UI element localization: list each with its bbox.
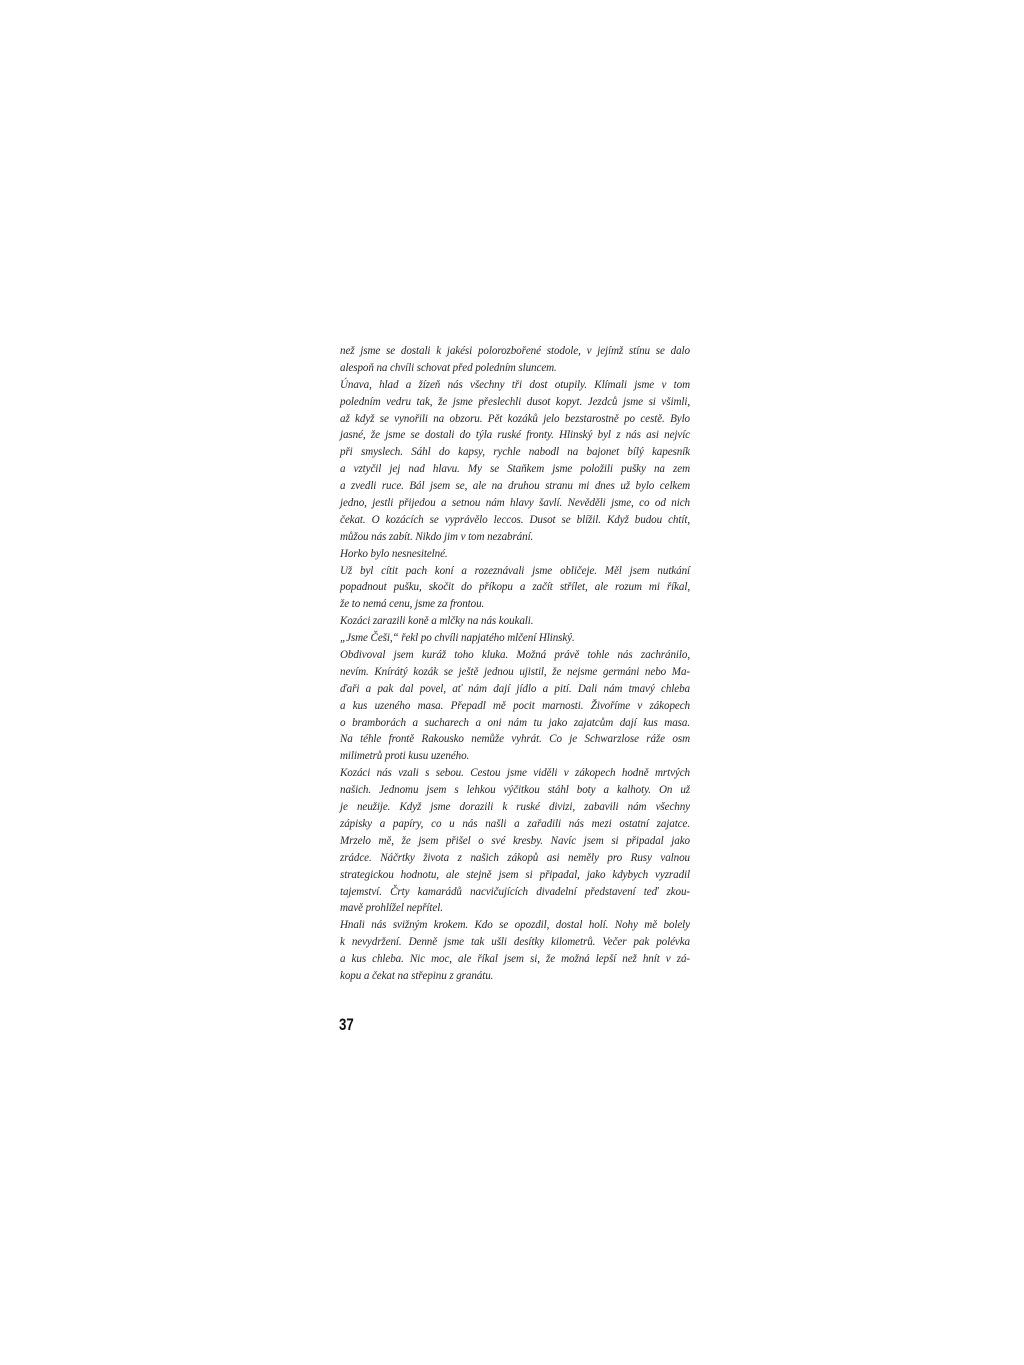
text-line: při smyslech. Sáhl do kapsy, rychle nabodl na bajonet bílý kapesník <box>340 446 690 459</box>
text-line: než jsme se dostali k jakési polorozbořené stodole, v jejímž stínu se dalo <box>340 345 690 357</box>
text-line: Horko bylo nesnesitelné. <box>340 547 448 560</box>
text-line: kopu a čekat na střepinu z granátu. <box>340 969 494 982</box>
text-line: a kus uzeného masa. Přepadl mě pocit marnosti. Živoříme v zákopech <box>340 699 690 712</box>
text-line: Obdivoval jsem kuráž toho kluka. Možná právě tohle nás zachránilo, <box>340 649 690 662</box>
text-line: Hnali nás svižným krokem. Kdo se opozdil, dostal holí. Nohy mě bolely <box>340 919 690 932</box>
text-line: alespoň na chvíli schovat před poledním sluncem. <box>340 361 557 374</box>
page-number: 37 <box>339 1015 354 1034</box>
text-line: a zvedli ruce. Bál jsem se, ale na druhou stranu mi dnes už bylo celkem <box>340 480 690 493</box>
text-line: Kozáci zarazili koně a mlčky na nás koukali. <box>340 615 534 628</box>
text-line: je neužije. Když jsme dorazili k ruské divizi, zabavili nám všechny <box>340 801 690 814</box>
text-line: poledním vedru tak, že jsme přeslechli dusot kopyt. Jezdců jsme si všimli, <box>340 395 690 408</box>
text-line: našich. Jednomu jsem s lehkou výčitkou stáhl boty a kalhoty. On už <box>340 784 690 797</box>
text-line: jedno, jestli přijedou a setnou nám hlavy šavlí. Nevěděli jsme, co od nich <box>340 497 690 510</box>
text-line: zápisky a papíry, co u nás našli a zařadili nás mezi ostatní zajatce. <box>340 817 690 830</box>
text-line: čekat. O kozácích se vyprávělo leccos. Dusot se blížil. Když budou chtít, <box>340 513 690 526</box>
text-line: Kozáci nás vzali s sebou. Cestou jsme viděli v zákopech hodně mrtvých <box>340 767 690 780</box>
text-line: až když se vynořili na obzoru. Pět kozáků jelo bezstarostně po cestě. Bylo <box>340 412 690 425</box>
text-line: milimetrů proti kusu uzeného. <box>340 750 470 763</box>
text-line: popadnout pušku, skočit do příkopu a začít střílet, ale rozum mi říkal, <box>340 581 690 594</box>
text-line: k nevydržení. Denně jsme tak ušli desítky kilometrů. Večer pak polévka <box>340 936 690 949</box>
text-line: že to nemá cenu, jsme za frontou. <box>340 598 485 611</box>
text-line: Na téhle frontě Rakousko nemůže vyhrát. Co je Schwarzlose ráže osm <box>340 733 690 746</box>
text-line: a vztyčil jej nad hlavu. My se Staňkem jsme položili pušky na zem <box>340 463 690 476</box>
text-line: a kus chleba. Nic moc, ale říkal jsem si, že možná lepší než hnít v zá- <box>340 953 690 966</box>
text-line: Mrzelo mě, že jsem přišel o své kresby. Navíc jsem si připadal jako <box>340 834 690 847</box>
text-line: strategickou hodnotu, ale stejně jsem si připadal, jako kdybych vyzradil <box>340 868 690 881</box>
text-line: ďaři a pak dal povel, ať nám dají jídlo a pití. Dali nám tmavý chleba <box>340 682 690 695</box>
text-line: mavě prohlížel nepřítel. <box>340 902 443 915</box>
text-line: nevím. Knírátý kozák se ještě jednou ujistil, že nejsme germáni nebo Ma- <box>340 665 690 678</box>
text-line: o bramborách a sucharech a oni nám tu jako zajatcům dají kus masa. <box>340 716 690 729</box>
body-text <box>340 343 690 985</box>
text-line: „Jsme Češi,“ řekl po chvíli napjatého mlčení Hlinský. <box>340 632 575 645</box>
text-line: Už byl cítit pach koní a rozeznávali jsme obličeje. Měl jsem nutkání <box>340 564 690 577</box>
text-line: můžou nás zabít. Nikdo jim v tom nezabrání. <box>340 530 534 543</box>
text-line: tajemství. Črty kamarádů nacvičujících divadelní představení teď zkou- <box>340 885 690 898</box>
text-line: Únava, hlad a žízeň nás všechny tři dost otupily. Klímali jsme v tom <box>340 378 690 391</box>
text-line: jasné, že jsme se dostali do týla ruské fronty. Hlinský byl z nás asi nejvíc <box>340 429 690 442</box>
text-line: zrádce. Náčrtky života z našich zákopů asi neměly pro Rusy valnou <box>340 851 690 864</box>
